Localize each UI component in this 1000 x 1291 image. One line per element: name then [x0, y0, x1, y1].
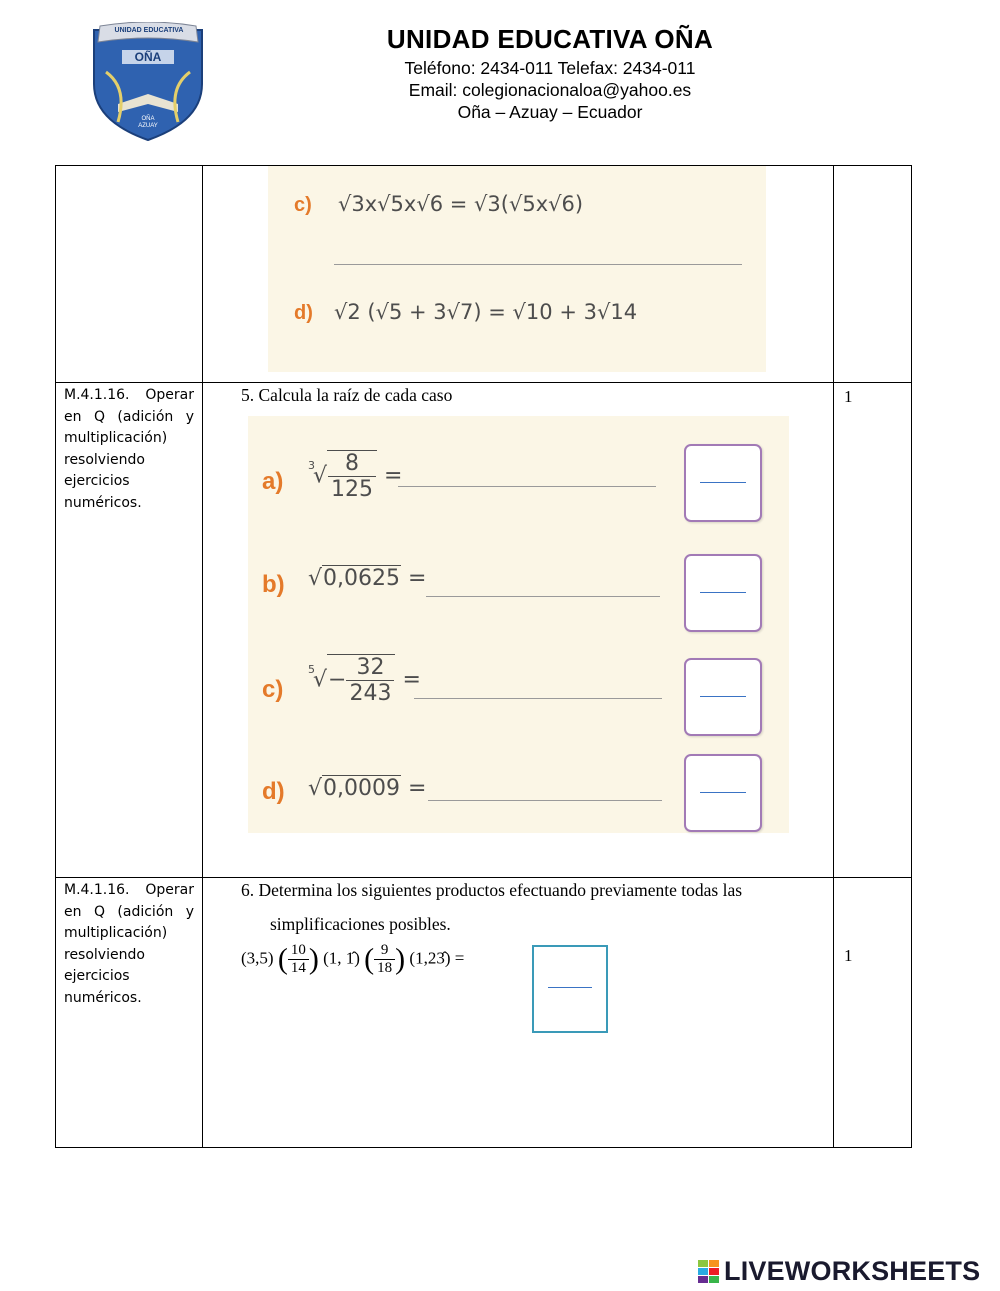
- logo-top-text: UNIDAD EDUCATIVA: [114, 27, 184, 34]
- expr-a: $^3$√ $\frac{8}{125}$ =: [308, 451, 403, 502]
- answer-box-c5[interactable]: [684, 658, 762, 736]
- answer-box-d5[interactable]: [684, 754, 762, 832]
- answer-box-b[interactable]: [684, 554, 762, 632]
- exercise-cell-previous: [203, 166, 834, 383]
- school-name: UNIDAD EDUCATIVA OÑA: [386, 24, 714, 54]
- answer-line-c: [334, 264, 742, 265]
- score-cell-empty: [834, 166, 912, 383]
- product-expression: (3,5) ( $\frac{10}{14}$ ) (1, 1̂) ( $\frac{9}{18}$ ) (1,23̂) =: [241, 942, 465, 976]
- answer-box-a[interactable]: [684, 444, 762, 522]
- liveworksheets-icon: [698, 1260, 720, 1284]
- table-row-5: [56, 383, 912, 878]
- skill-text-6: M.4.1.16. Operar en Q (adición y multiplicación) resolviendo ejercicios numéricos.: [56, 878, 203, 1148]
- school-logo: [88, 22, 208, 142]
- logo-bottom-text: OÑA AZUAY: [138, 116, 158, 129]
- question-6-line2: simplificaciones posibles.: [270, 914, 451, 934]
- question-6-line1: 6. Determina los siguientes productos efectuando previamente todas las: [241, 880, 743, 900]
- answer-line-c5: [414, 698, 662, 699]
- math-panel-5: [248, 416, 789, 833]
- item-label-d: d): [294, 302, 313, 324]
- expr-c: √3x√5x√6 = √3(√5x√6): [338, 192, 584, 216]
- answer-line-b: [426, 596, 660, 597]
- item-label-b: b): [262, 571, 285, 598]
- item-label-d5: d): [262, 778, 285, 805]
- expr-c5: $^5$√− $\frac{32}{243}$ =: [308, 655, 421, 706]
- score-5: 1: [834, 383, 912, 878]
- answer-box-6[interactable]: [532, 945, 608, 1033]
- phone-line: Teléfono: 2434-011 Telefax: 2434-011: [404, 58, 696, 78]
- math-panel-previous: [268, 166, 766, 372]
- email-line: Email: colegionacionaloa@yahoo.es: [408, 80, 692, 100]
- liveworksheets-brand[interactable]: LIVEWORKSHEETS: [724, 1256, 981, 1286]
- expr-d5: √0,0009 =: [308, 776, 427, 801]
- skill-text-5: M.4.1.16. Operar en Q (adición y multiplicación) resolviendo ejercicios numéricos.: [56, 383, 203, 878]
- score-6: 1: [834, 878, 912, 1148]
- item-label-a: a): [262, 468, 284, 495]
- question-5: 5. Calcula la raíz de cada caso: [241, 385, 453, 405]
- logo-center-text: OÑA: [134, 50, 162, 64]
- expr-d: √2 (√5 + 3√7) = √10 + 3√14: [334, 300, 638, 324]
- table-row-6: [56, 878, 912, 1148]
- answer-line-a: [398, 486, 656, 487]
- exercise-cell-6: [203, 878, 834, 1148]
- answer-line-d5: [428, 800, 662, 801]
- location-line: Oña – Azuay – Ecuador: [457, 102, 643, 122]
- expr-b: √0,0625 =: [308, 566, 427, 591]
- skill-cell-empty: [56, 166, 203, 383]
- worksheet-table: [55, 165, 912, 1148]
- table-row-previous: [56, 166, 912, 383]
- item-label-c5: c): [262, 676, 284, 703]
- item-label-c: c): [294, 194, 312, 216]
- exercise-cell-5: [203, 383, 834, 878]
